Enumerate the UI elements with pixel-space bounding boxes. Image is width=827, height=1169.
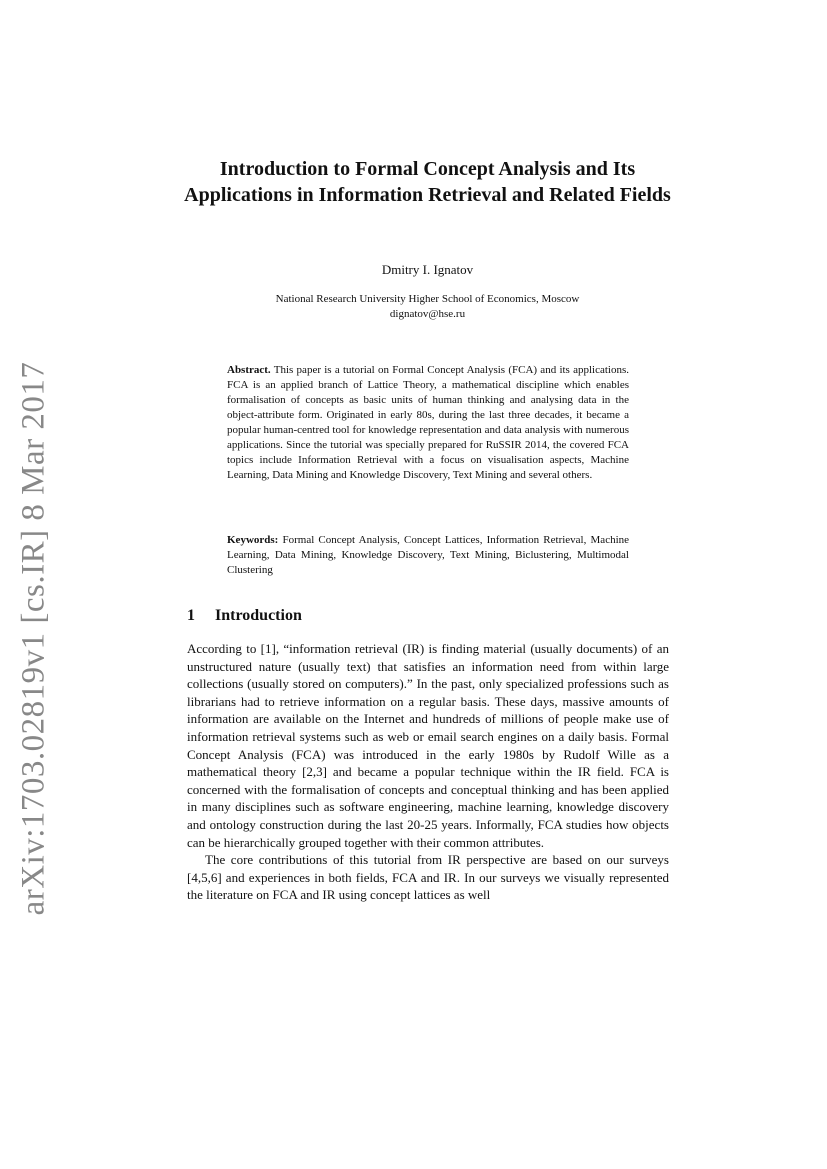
section-number: 1 <box>187 607 195 624</box>
author-email: dignatov@hse.ru <box>389 308 466 320</box>
introduction-body <box>187 640 669 904</box>
keywords-text: Formal Concept Analysis, Concept Lattices, Information Retrieval, Machine Learning, Data Mining, Knowledge Discovery, Text Mining, Biclustering, Multimodal Clustering <box>227 534 630 576</box>
author-name: Dmitry I. Ignatov <box>381 262 474 277</box>
paper-title: Introduction to Formal Concept Analysis and Its Applications in Information Retrieval and Related Fields <box>184 158 671 206</box>
keywords <box>227 533 629 578</box>
section-heading <box>187 607 302 625</box>
keywords-label: Keywords: <box>227 534 279 546</box>
arxiv-id-text: arXiv:1703.02819v1 [cs.IR] 8 Mar 2017 <box>15 361 52 915</box>
abstract <box>227 363 629 483</box>
abstract-text: This paper is a tutorial on Formal Concept Analysis (FCA) and its applications. FCA is an applied branch of Lattice Theory, a mathematical discipline which enables formalisation of concepts as basic units of human thinking and analysing data in the object-attribute form. Originated in early 80s, during the last three decades, it became a popular human-centred tool for knowledge representation and data analysis with numerous applications. Since the tutorial was specially prepared for RuSSIR 2014, the covered FCA topics include Information Retrieval with a focus on visualisation aspects, Machine Learning, Data Mining and Knowledge Discovery, Text Mining and several others. <box>227 364 629 481</box>
abstract-label: Abstract. <box>227 364 271 376</box>
section-title: Introduction <box>215 607 302 624</box>
paragraph: According to [1], “information retrieval (IR) is finding material (usually documents) of an unstructured nature (usually text) that satisfies an information need from within large collections (usually stored on computers).” In the past, only specialized professions such as librarians had to retrieve information on a regular basis. These days, massive amounts of information are available on the Internet and hundreds of millions of people make use of information retrieval systems such as web or email search engines on a daily basis. Formal Concept Analysis (FCA) was introduced in the early 1980s by Rudolf Wille as a mathematical theory [2,3] and became a popular technique within the IR field. FCA is concerned with the formalisation of concepts and conceptual thinking and has been applied in many disciplines such as software engineering, machine learning, knowledge discovery and ontology construction during the last 20-25 years. Informally, FCA studies how objects can be hierarchically grouped together with their common attributes. <box>187 641 669 850</box>
paragraph: The core contributions of this tutorial from IR perspective are based on our surveys [4,5,6] and experiences in both fields, FCA and IR. In our surveys we visually represented the literature on FCA and IR using concept lattices as well <box>187 852 669 903</box>
affiliation: National Research University Higher School of Economics, Moscow <box>275 293 580 305</box>
affiliation-block <box>175 292 680 322</box>
arxiv-identifier-stamp <box>12 361 56 915</box>
